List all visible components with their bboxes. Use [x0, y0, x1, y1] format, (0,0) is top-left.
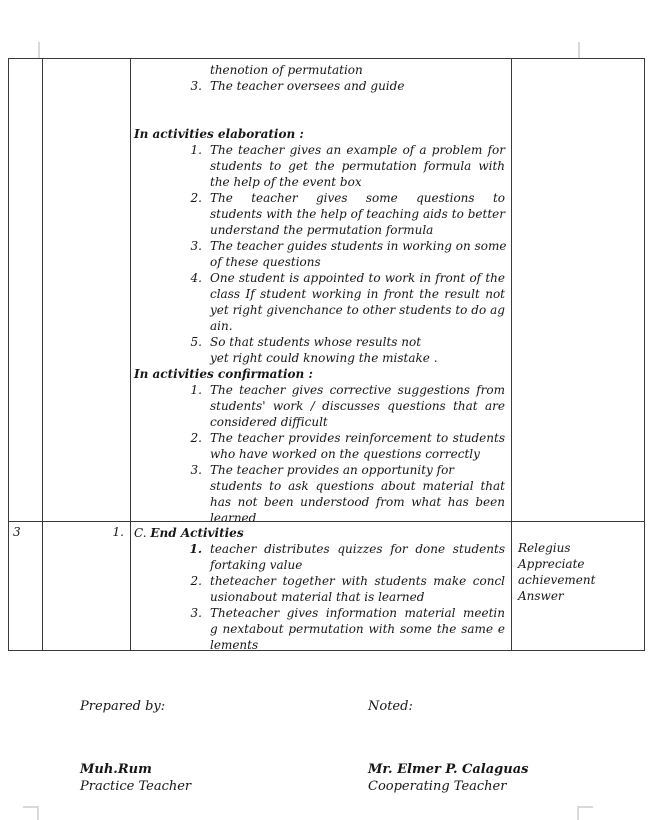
elaboration-list [134, 142, 505, 366]
list-item-text [210, 462, 505, 522]
list-item-number [134, 62, 202, 78]
list-item [134, 462, 505, 522]
value-line: Answer [518, 589, 564, 603]
text-line: learned [210, 511, 257, 522]
row2-activities-cell [131, 522, 512, 650]
list-item-number: 1. [190, 143, 202, 157]
text-line: the help of the event box [210, 175, 362, 189]
margin-mark-bottom-left [37, 806, 39, 820]
text-line: students to get the permutation formula with [210, 159, 505, 173]
text-line: The teacher oversees and guide [210, 79, 405, 93]
list-item-text [210, 62, 505, 78]
row1-number-cell [9, 59, 43, 522]
end-activities-list [134, 541, 505, 650]
list-item-number: 5. [190, 335, 202, 349]
end-activities-heading [134, 525, 505, 541]
list-item-text [210, 382, 505, 430]
text-line: yet right could knowing the mistake . [210, 351, 438, 365]
prepared-role: Practice Teacher [80, 779, 192, 794]
text-line: The teacher gives corrective suggestions from [210, 383, 505, 397]
row2-number-cell: 3 [9, 522, 43, 650]
noted-name: Mr. Elmer P. Calaguas [368, 762, 529, 777]
section-heading: In activities confirmation : [134, 367, 313, 381]
value-line: Relegius [518, 541, 571, 555]
list-item-text [210, 605, 505, 650]
noted-signature-block [368, 761, 528, 795]
list-item-text [210, 142, 505, 190]
text-line: The teacher guides students in working on some [210, 239, 507, 253]
prepared-signature-block [80, 761, 191, 795]
text-line: One student is appointed to work in front of the [210, 271, 505, 285]
margin-mark-bottom-right [577, 806, 579, 820]
text-line: The teacher provides reinforcement to students [210, 431, 505, 445]
list-item-number: 2. [190, 191, 202, 205]
margin-mark-bottom-right [577, 806, 593, 808]
text-line: The teacher gives an example of a problem for [210, 143, 505, 157]
list-item-text [210, 430, 505, 462]
text-line: students with the help of teaching aids to better [210, 207, 505, 221]
list-item-number: 2. [190, 431, 202, 445]
list-item [134, 238, 505, 270]
section-confirmation [134, 366, 505, 522]
section-elaboration [134, 126, 505, 366]
row2-sub-number-cell: 1. [43, 522, 131, 650]
list-item [134, 62, 505, 78]
prepared-by-label: Prepared by: [80, 699, 166, 714]
list-item-number: 3. [190, 463, 202, 477]
section-heading: In activities elaboration : [134, 127, 304, 141]
list-item [134, 541, 505, 573]
text-line: Theteacher gives information material meetin [210, 606, 505, 620]
text-line: class If student working in front the result not [210, 287, 505, 301]
noted-label: Noted: [368, 699, 413, 714]
blank-space [134, 94, 505, 126]
list-item-text [210, 541, 505, 573]
text-line: g nextabout permutation with some the same e [210, 622, 505, 636]
list-item [134, 605, 505, 650]
value-line: achievement [518, 573, 596, 587]
text-line: students' work / discusses questions that are [210, 399, 505, 413]
text-line: So that students whose results not [210, 335, 422, 349]
list-item-number: 3. [190, 239, 202, 253]
heading-text: End Activities [150, 526, 244, 540]
list-item-number: 2. [190, 574, 202, 588]
text-line: usionabout material that is learned [210, 590, 425, 604]
text-line: teacher distributes quizzes for done students [210, 542, 505, 556]
lesson-plan-table [8, 58, 645, 651]
row1-sub-number-cell [43, 59, 131, 522]
list-item-text [210, 238, 505, 270]
text-line: students to ask questions about material that [210, 479, 505, 493]
list-item-text [210, 573, 505, 605]
list-item-text [210, 270, 505, 334]
text-line: yet right givenchance to other students to do ag [210, 303, 505, 317]
list-item-number: 1. [190, 383, 202, 397]
list-item [134, 142, 505, 190]
confirmation-list [134, 382, 505, 522]
text-line: The teacher provides an opportunity for [210, 463, 455, 477]
margin-mark-top-right [578, 42, 580, 58]
text-line: who have worked on the questions correctly [210, 447, 480, 461]
text-line: lements [210, 638, 259, 650]
list-item-number: 3. [190, 606, 202, 620]
list-item [134, 334, 505, 366]
list-item-number: 4. [190, 271, 202, 285]
text-line: thenotion of permutation [210, 63, 363, 77]
list-item-number: 1. [189, 542, 202, 556]
list-item [134, 573, 505, 605]
text-line: fortaking value [210, 558, 303, 572]
intro-list [134, 62, 505, 94]
text-line: of these questions [210, 255, 321, 269]
text-line: ain. [210, 319, 233, 333]
list-item [134, 270, 505, 334]
text-line: The teacher gives some questions to [210, 191, 505, 205]
heading-prefix: C. [134, 526, 151, 540]
list-item [134, 78, 505, 94]
list-item [134, 190, 505, 238]
noted-role: Cooperating Teacher [368, 779, 507, 794]
row1-values-cell [512, 59, 644, 522]
text-line: theteacher together with students make concl [210, 574, 505, 588]
list-item-text [210, 190, 505, 238]
text-line: has not been understood from what has been [210, 495, 505, 509]
list-item-number: 3. [190, 79, 202, 93]
list-item-text [210, 334, 505, 366]
prepared-name: Muh.Rum [80, 762, 152, 777]
value-line: Appreciate [518, 557, 585, 571]
text-line: understand the permutation formula [210, 223, 434, 237]
list-item [134, 430, 505, 462]
list-item-text [210, 78, 505, 94]
text-line: considered difficult [210, 415, 328, 429]
row1-activities-cell [131, 59, 512, 522]
list-item [134, 382, 505, 430]
margin-mark-top-left [38, 42, 40, 58]
row2-values-cell [512, 522, 644, 650]
